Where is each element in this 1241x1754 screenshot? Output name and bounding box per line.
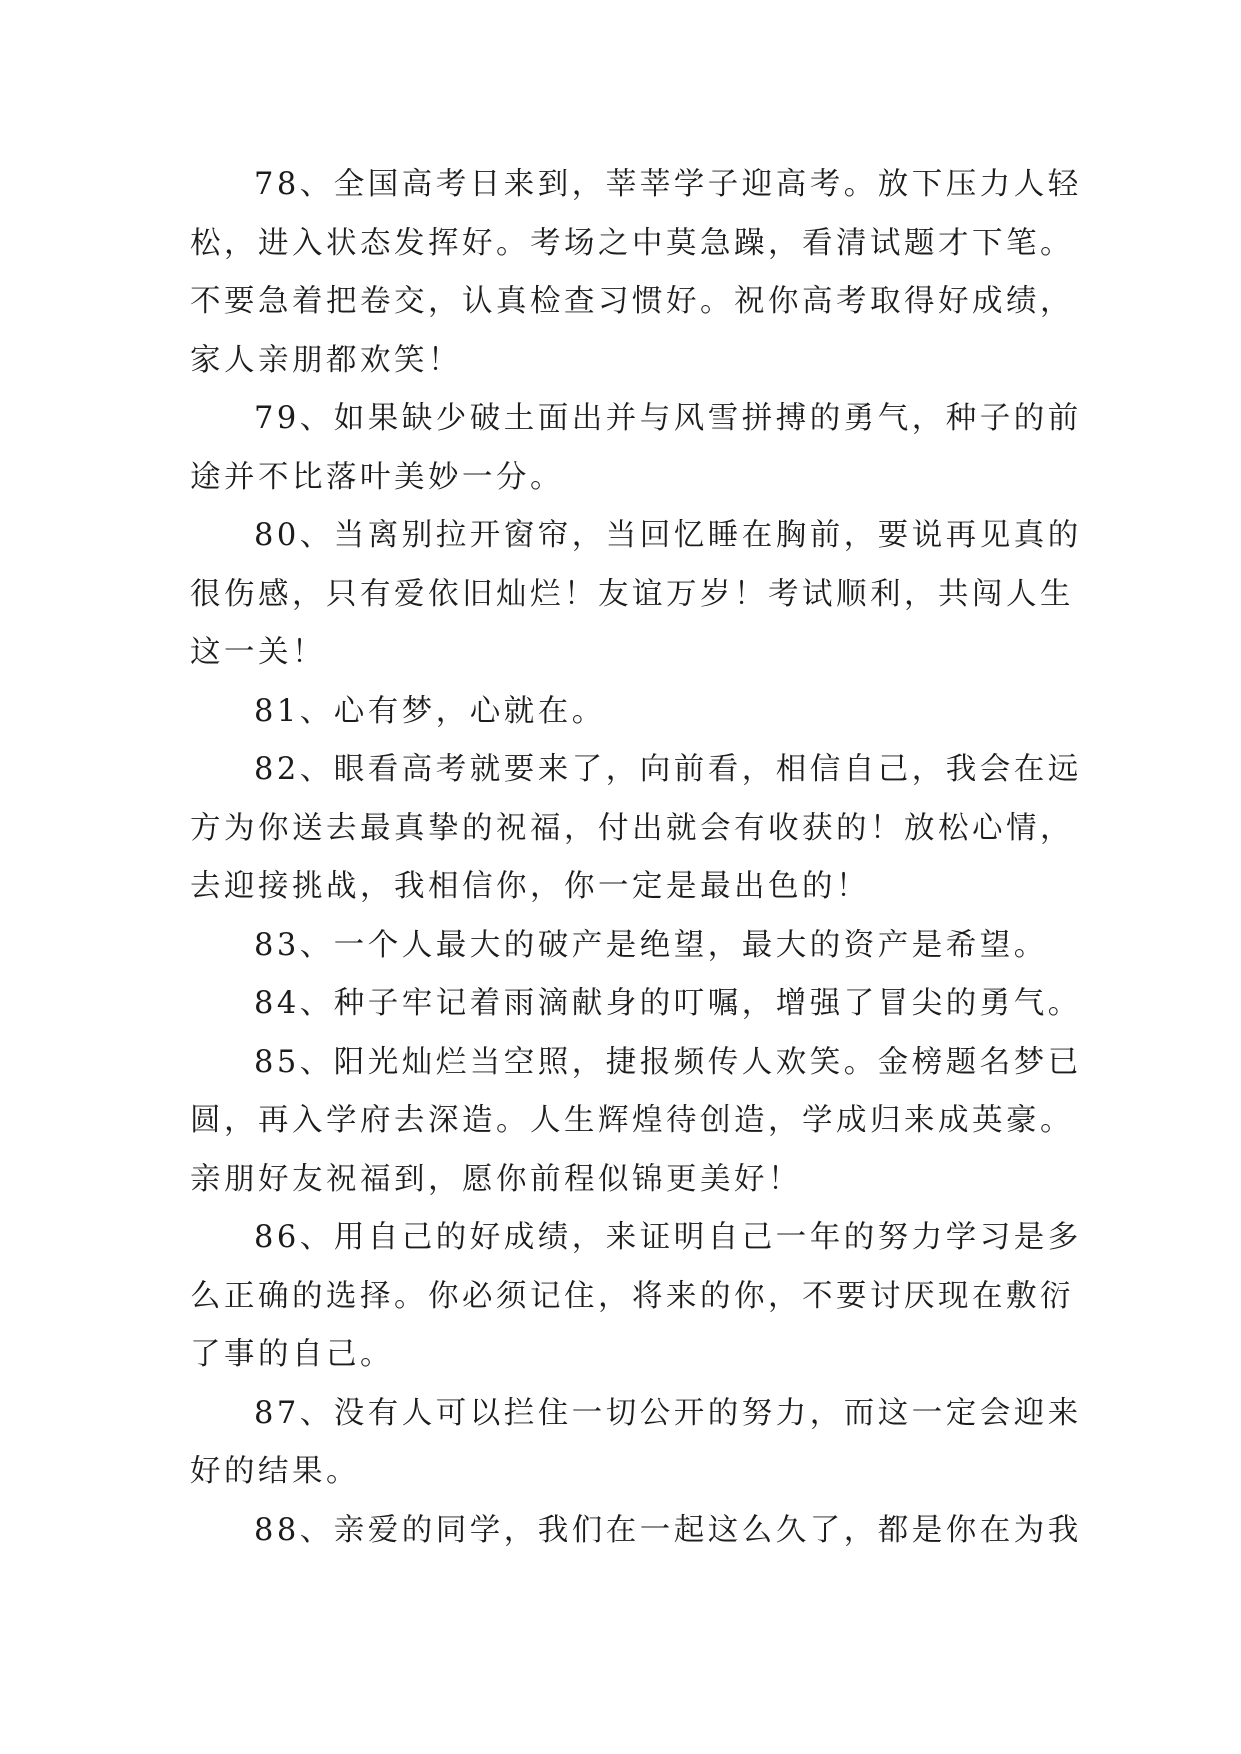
paragraph-line: 圆，再入学府去深造。人生辉煌待创造，学成归来成英豪。	[190, 1103, 1074, 1138]
paragraph-line: 方为你送去最真挚的祝福，付出就会有收获的！放松心情，	[190, 810, 1074, 846]
paragraph-first-line: 81、心有梦，心就在。	[254, 693, 606, 729]
paragraph-first-line: 84、种子牢记着雨滴献身的叮嘱，增强了冒尖的勇气。	[254, 986, 1082, 1021]
paragraph-first-line: 88、亲爱的同学，我们在一起这么久了，都是你在为我	[254, 1512, 1082, 1548]
paragraph-first-line: 78、全国高考日来到，莘莘学子迎高考。放下压力人轻	[254, 167, 1082, 202]
paragraph	[190, 1385, 1082, 1502]
paragraph-line: 好的结果。	[190, 1454, 360, 1489]
paragraph	[190, 741, 1082, 917]
paragraph	[190, 917, 1060, 976]
paragraph-line: 了事的自己。	[190, 1337, 394, 1372]
paragraph	[190, 683, 1060, 742]
paragraph-line: 家人亲朋都欢笑！	[190, 342, 462, 378]
paragraph-first-line: 79、如果缺少破土面出并与风雪拼搏的勇气，种子的前	[254, 401, 1082, 436]
paragraph-line: 亲朋好友祝福到，愿你前程似锦更美好！	[190, 1161, 802, 1197]
paragraph-line: 么正确的选择。你必须记住，将来的你，不要讨厌现在敷衍	[190, 1278, 1074, 1314]
paragraph-first-line: 85、阳光灿烂当空照，捷报频传人欢笑。金榜题名梦已	[254, 1044, 1082, 1080]
paragraph-line: 很伤感，只有爱依旧灿烂！友谊万岁！考试顺利，共闯人生	[190, 576, 1074, 612]
paragraph-first-line: 80、当离别拉开窗帘，当回忆睡在胸前，要说再见真的	[254, 518, 1082, 553]
paragraph-first-line: 86、用自己的好成绩，来证明自己一年的努力学习是多	[254, 1220, 1082, 1255]
paragraph	[190, 390, 1082, 507]
paragraph	[190, 975, 1082, 1034]
paragraph-first-line: 83、一个人最大的破产是绝望，最大的资产是希望。	[254, 927, 1048, 963]
paragraph-line: 去迎接挑战，我相信你，你一定是最出色的！	[190, 869, 870, 904]
document-body	[190, 156, 1082, 1560]
paragraph-line: 途并不比落叶美妙一分。	[190, 459, 564, 495]
paragraph-line: 这一关！	[190, 635, 326, 670]
paragraph-first-line: 82、眼看高考就要来了，向前看，相信自己，我会在远	[254, 752, 1082, 787]
paragraph	[190, 1034, 1082, 1210]
paragraph	[190, 1502, 1082, 1561]
paragraph	[190, 507, 1082, 683]
paragraph	[190, 156, 1082, 390]
paragraph-first-line: 87、没有人可以拦住一切公开的努力，而这一定会迎来	[254, 1395, 1082, 1431]
paragraph-line: 松，进入状态发挥好。考场之中莫急躁，看清试题才下笔。	[190, 225, 1074, 261]
paragraph-line: 不要急着把卷交，认真检查习惯好。祝你高考取得好成绩，	[190, 284, 1074, 319]
paragraph	[190, 1209, 1082, 1385]
